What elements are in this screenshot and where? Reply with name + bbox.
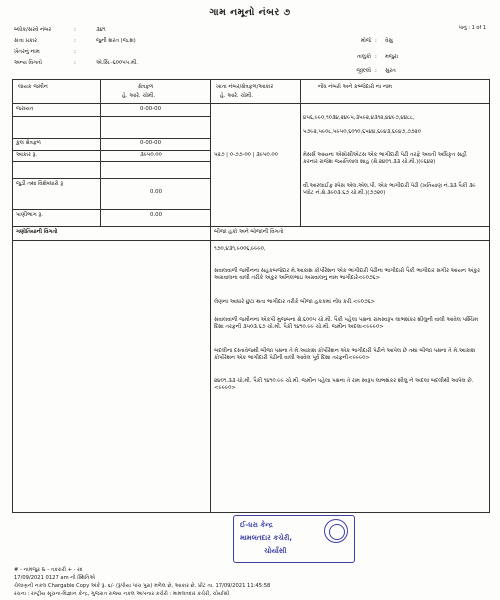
row-label: જરાયત bbox=[16, 106, 34, 112]
row-value: 0-00-00 bbox=[140, 106, 162, 112]
col-header-area: ક્ષેત્રફળ bbox=[138, 84, 154, 90]
row-label: આકાર રૂ. bbox=[16, 152, 38, 158]
rights-title: બીજા હકો અને બોજાની વિગતો bbox=[214, 229, 284, 235]
footer-charge: ચેલાણની નકલ Chargable Copy અંકે રૂ. ૬/- (રૂપીયા પાંચ પુરા) મળેલ છે, આકાર છે. પ્રીંટ તા. 17/09/2021 11:45:58 bbox=[14, 583, 271, 589]
village-label: મોજે bbox=[360, 38, 371, 44]
entry-numbers: ૫૭૯૨,૫૯૦૮,૫૯૫૦,૬૦૧૦,૬૫૪૪,૬૯૪૩,૬૯૪૭,૭૭૨૦ bbox=[303, 129, 421, 135]
rights-para: સવાલવાળી જમીનના સહકબજેદાર મે.આકાશ કોર્પોરેશન એક ભાગીદારી પેઢીના ભાગીદારો પૈકી ભાગીદાર સગીર આયન અંકુર અગ્રવાલના વાલી તરીકે અંકુર અનિલભાઇ અગ્રવાલનુ નામ ભાગીદારે<૯૦૭૬> bbox=[214, 268, 480, 281]
rights-entries: ૧૭૦,૪૩૧,૯૦૦૬,૯૯૯૦, bbox=[214, 246, 266, 252]
table-top-border bbox=[12, 79, 490, 80]
col-divider-3 bbox=[300, 79, 301, 226]
row-label: કુલ ક્ષેત્રફળ bbox=[16, 140, 41, 146]
col-header-area-units: હે. આરે. ચોમી. bbox=[122, 93, 156, 99]
owner-text: વી.આરલાઈફ સ્પેસ એલ.એલ.પી. એક ભાગીદારી પેઢી (ખતિયાણ નં.૩૩ પૈકી ૩૯ પ્લોટ નં.ક્ષે.૩૯૦૩.૬૭ ચો.મી.)(૭૭૨૦) bbox=[303, 183, 476, 196]
row-value: 0.00 bbox=[150, 189, 163, 195]
table-left-border bbox=[12, 79, 13, 512]
row-sep bbox=[12, 209, 210, 210]
row-sep bbox=[12, 161, 210, 162]
rights-para: ૨૪૦૧.૩૩ ચો.મી. પૈકી ૧૪૧૦.૯૯ ચો.મી. જમીન પહેલા પક્ષના તે રામ સ્વરૂપ લાભશંકર શીલુ ને અદલા બદલીથી આપેલ છે.<૯૯૯૦> bbox=[214, 378, 474, 391]
rights-para: સવાલવાળી જમીનના એકપી મુજબના ક્ષે.૬૦૦૫ ચો.મી. પૈકી પહેલા પક્ષના રામસ્વરૂપ લાભશંકર શીલુની વાલી આવેલ પશ્ચિમ દિશા તરફની ૩૫૦૩.૬૭ ચો.મી. પૈકી ૧૪૧૦.૯૯ ચો.મી. જમીન અદલા<૯૯૯૦> bbox=[214, 317, 479, 330]
khata-entry: ૫૨૭ | ૦-૭૭-૦૦ | ૩૯૫૦.૦૦ bbox=[214, 152, 278, 158]
row-value: 0.00 bbox=[150, 212, 163, 218]
tenure-label: સત્તા પ્રકાર bbox=[14, 38, 37, 44]
owner-text: મેસર્સ આયના એસોસીએટસ એક ભાગીદારી પેઢી તરફે અવતી અધિકૃત સહી કરનાર રાજેશ જયંતિલાલ શાહ (ક્ષે.૨૪૦૧.૩૩ ચો.મી.)(૯૬૪૨) bbox=[303, 152, 467, 165]
stamp-line-2: મામલતદાર કચેરી, bbox=[240, 534, 293, 542]
col-header-land: લાયક જમીન bbox=[18, 84, 48, 90]
table-right-border bbox=[489, 79, 490, 512]
col-divider-1 bbox=[100, 79, 101, 226]
stamp-line-1: ઈ-ધરા કેન્દ્ર bbox=[240, 521, 273, 529]
col-header-khata-units: હે. આરે. ચોમી. bbox=[220, 93, 254, 99]
row-sep bbox=[12, 138, 210, 139]
row-value: 0-00-00 bbox=[140, 140, 162, 146]
row-sep bbox=[12, 178, 210, 179]
taluka-value: મજુરા bbox=[385, 54, 399, 60]
table-bottom-border bbox=[12, 512, 490, 513]
official-stamp bbox=[233, 515, 355, 563]
other-value: એ.સિ.-૬૦૦૫૫.મી. bbox=[96, 60, 139, 66]
table-header-border bbox=[12, 103, 490, 104]
row-sep bbox=[12, 150, 210, 151]
row-value: ૩૯૫૦.૦૦ bbox=[140, 152, 162, 158]
rights-para: બદલીના દસ્તાવેજથી બીજા પક્ષના તે મે.આકાશ કોર્પોરેશન એક ભાગીદારી પેઢીને આપેલ છે તથા બીજા પક્ષના તે મે.આકાશ કોર્પોરેશન એક ભાગીદારી પેઢીની વાલી આવેલ પૂર્વ દિશા તરફની<૯૯૯૦> bbox=[214, 348, 475, 361]
footer-date: 17/09/2021 0127 am ની સ્થિતિએ bbox=[14, 575, 96, 581]
page-number: પાનું : 1 of 1 bbox=[458, 25, 486, 31]
district-label: જીલ્લો bbox=[356, 68, 371, 74]
row-label: જુડી તથા વિશેષધારો રૂ bbox=[16, 181, 64, 187]
tenure-value: જુની શરત (જ.શ) bbox=[96, 38, 136, 44]
footer-issuer: રચના : રાષ્ટ્રીય સૂચના-વિજ્ઞાન કેન્દ્ર, ગુજરાત રાજ્ય નકલ આપનાર કચેરી : મામલતદાર કચેરી, ચોર્યાસી bbox=[14, 591, 230, 597]
row-label: પાણીભાગ રૂ. bbox=[16, 212, 43, 218]
calc-top-border bbox=[12, 226, 490, 227]
rights-para: લેણના આધારે છુટા થતા ભાગીદાર તરીકે બીજા હકકમાં નોંધ કરી.<૯૦૭૬> bbox=[214, 299, 376, 305]
col-header-khata: ખાતા નંબર/ક્ષેત્રફળ/આકાર bbox=[216, 84, 274, 90]
calc-header-border bbox=[12, 240, 490, 241]
survey-value: ૩૪૧ bbox=[96, 27, 106, 33]
village-value: વેસુ bbox=[385, 38, 393, 44]
district-value: સુરત bbox=[385, 68, 396, 74]
stamp-line-3: ચોર્યાસી bbox=[264, 547, 287, 555]
row-sep bbox=[12, 116, 210, 117]
survey-label: બ્લોક/સરવે નંબર bbox=[14, 27, 52, 33]
footer-legend: # - નામંજુર & - તકરારી + - રદ bbox=[14, 567, 83, 573]
calc-label: ગણોતિયાની વિગતો bbox=[16, 229, 58, 235]
seal-icon bbox=[324, 519, 348, 543]
other-label: અન્ય વિગતો bbox=[14, 60, 42, 66]
page-title: ગામ નમૂનો નંબર ૭ bbox=[209, 7, 291, 18]
farm-name-label: ખેતરનું નામ bbox=[14, 49, 40, 55]
col-header-entries: નોંધ નંબરો અને કબ્જેદારો ના નામ bbox=[318, 84, 392, 90]
entry-numbers: ૪૫૬,૯૯૦,૧૦૩૪,૨૪૯૫,૩૫૯૨,૪૩૧૨,૪૪૯૭,૪૪૮૮, bbox=[303, 115, 415, 121]
col-divider-2 bbox=[210, 79, 211, 512]
taluka-label: તાલુકો bbox=[356, 54, 371, 60]
